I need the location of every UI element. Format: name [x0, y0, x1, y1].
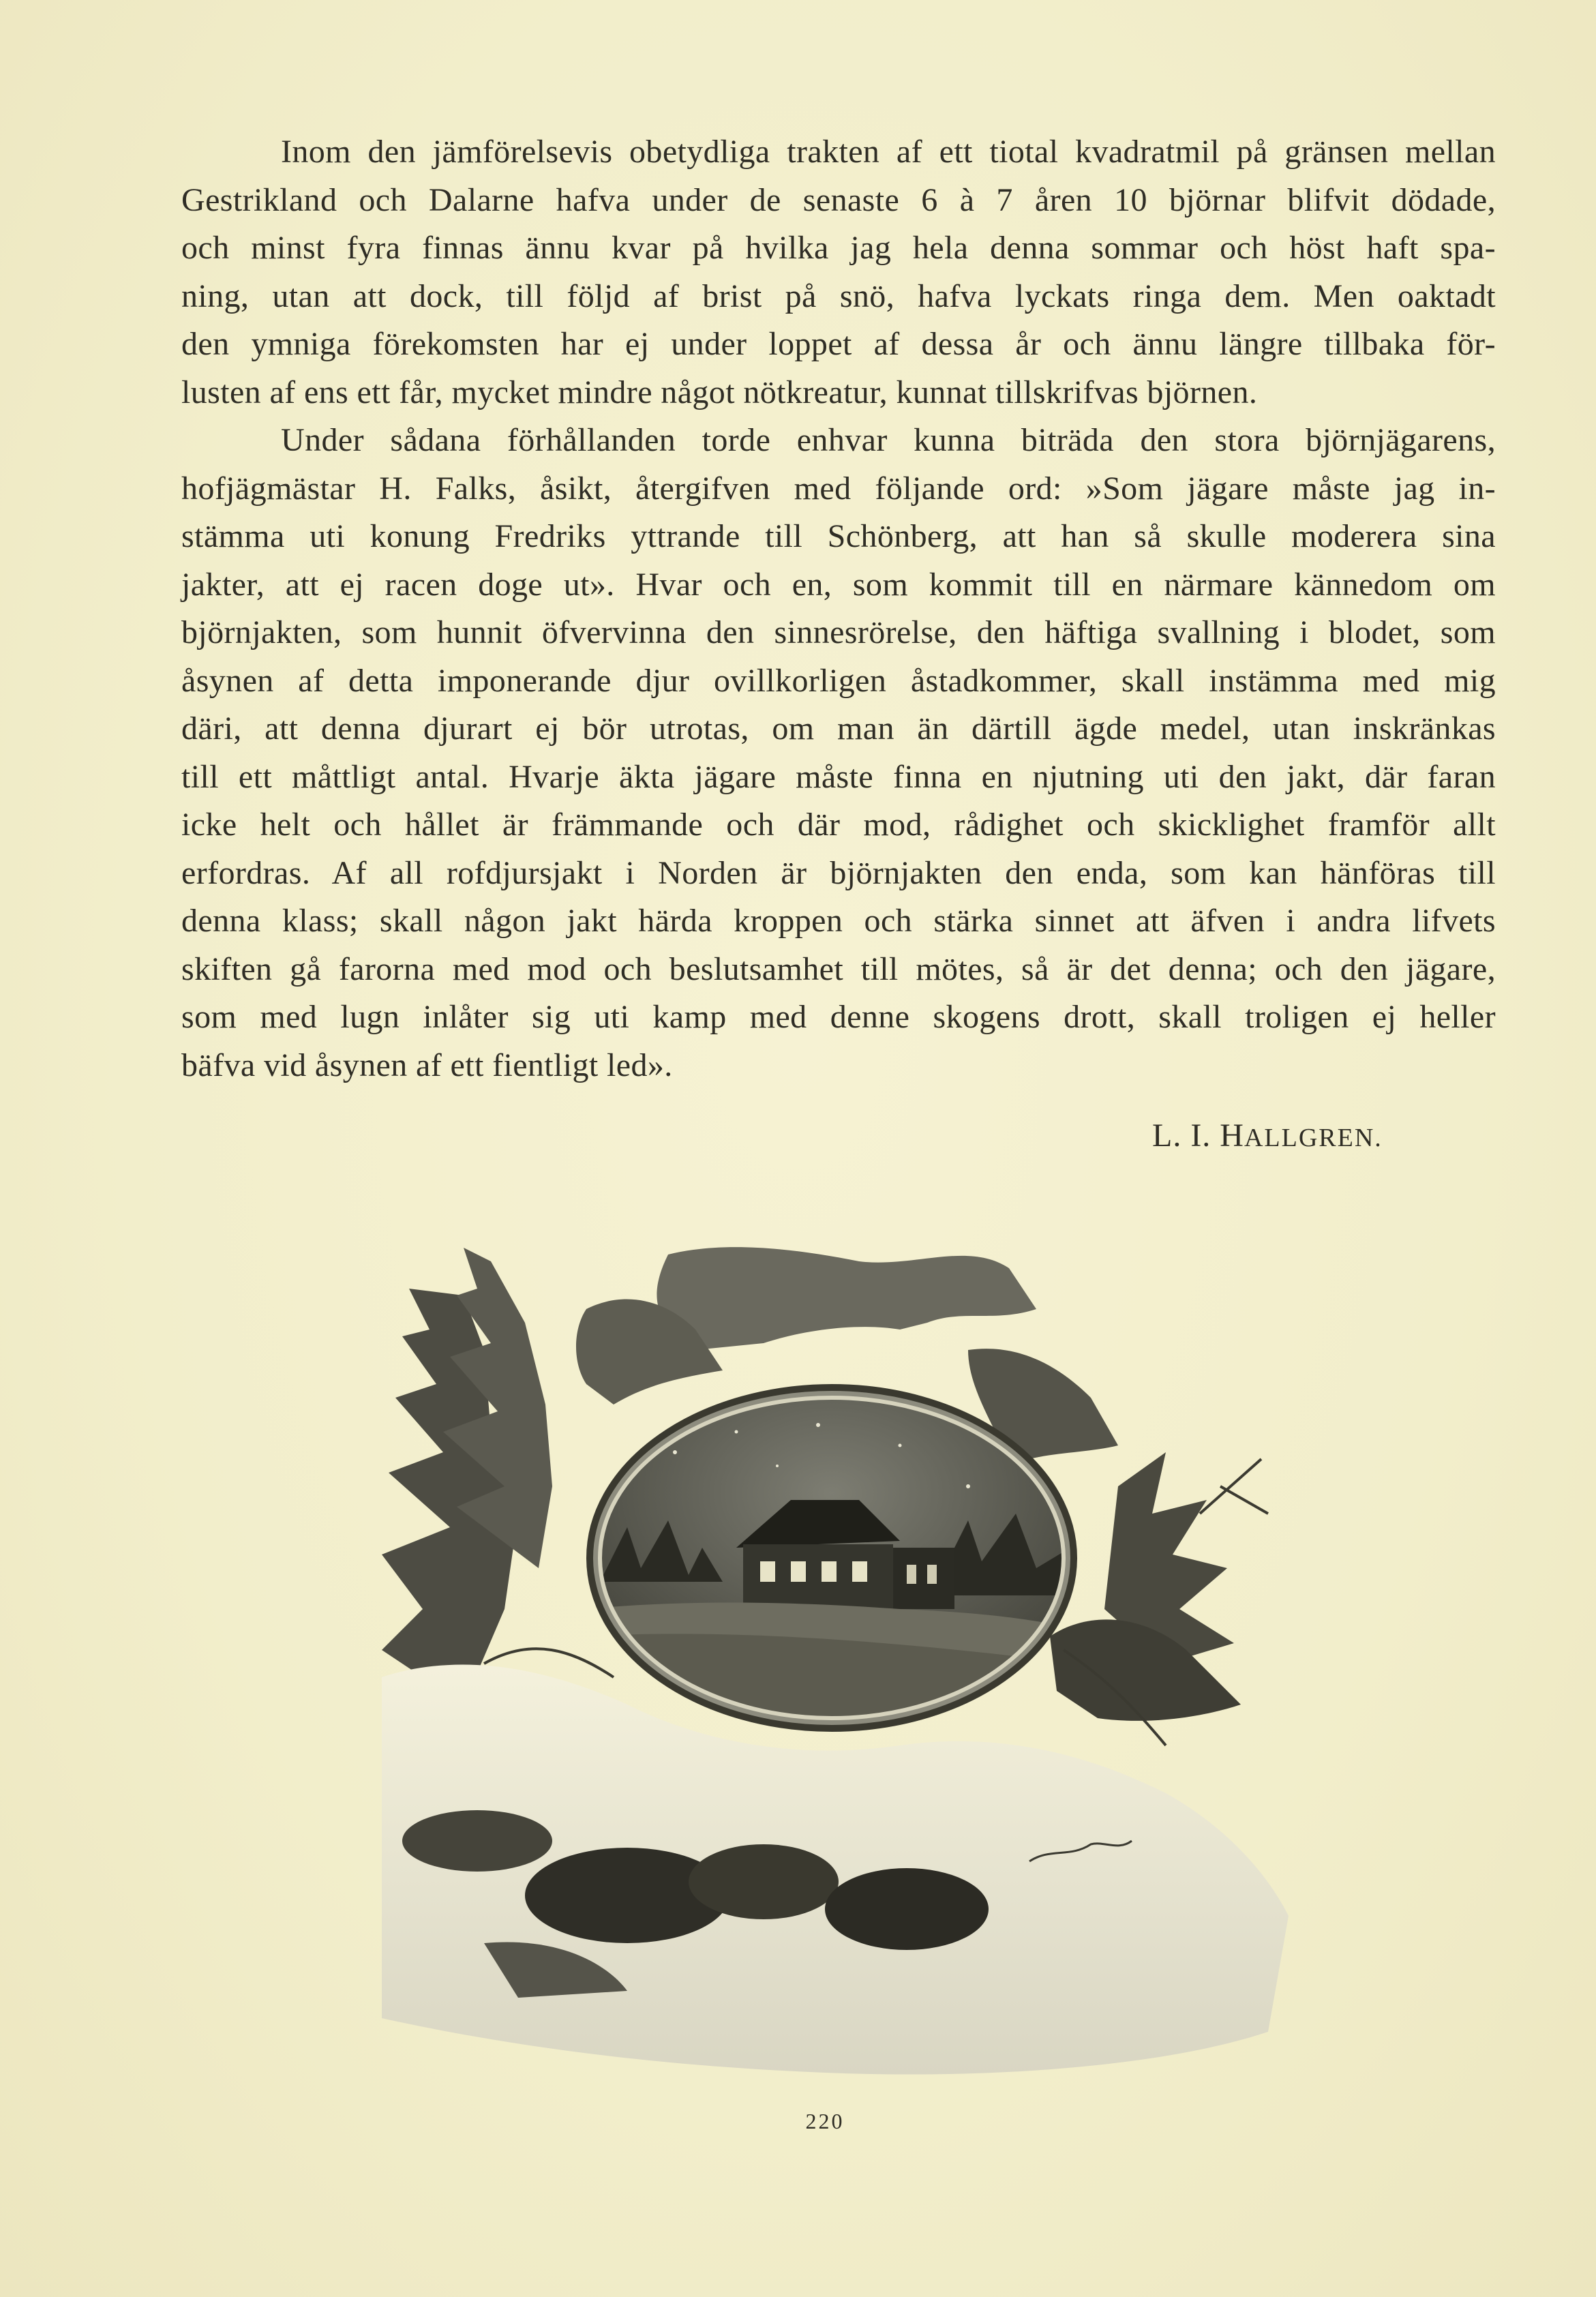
text-line: hofjägmästar H. Falks, åsikt, återgifven med följande ord: »Som jägare måste jag in- — [181, 470, 1496, 507]
text-line: till ett måttligt antal. Hvarje äkta jägare måste finna en njutning uti den jakt, där faran — [181, 758, 1496, 795]
winter-forest-illustration — [382, 1227, 1302, 2086]
text-line: Gestrikland och Dalarne hafva under de senaste 6 à 7 åren 10 björnar blifvit dödade, — [181, 181, 1496, 218]
text-line: lusten af ens ett får, mycket mindre något nötkreatur, kunnat tillskrifvas björnen. — [181, 374, 1258, 410]
text-line: icke helt och hållet är främmande och där mod, rådighet och skicklighet framför allt — [181, 807, 1496, 843]
text-line: björnjakten, som hunnit öfvervinna den sinnesrörelse, den häftiga svallning i blodet, som — [181, 614, 1496, 650]
text-line: som med lugn inlåter sig uti kamp med denne skogens drott, skall troligen ej heller — [181, 999, 1496, 1035]
text-line: Under sådana förhållanden torde enhvar kunna biträda den stora björnjägarens, — [281, 422, 1496, 458]
text-line: och minst fyra finnas ännu kvar på hvilka jag hela denna sommar och höst haft spa- — [181, 230, 1496, 266]
text-line: den ymniga förekomsten har ej under loppet af dessa år och ännu längre tillbaka för- — [181, 326, 1496, 362]
signature-surname: ALLGREN. — [1244, 1124, 1383, 1152]
text-line: erfordras. Af all rofdjursjakt i Norden är björnjakten den enda, som kan hänföras till — [181, 854, 1496, 891]
body-text — [181, 128, 1496, 1090]
text-line: bäfva vid åsynen af ett fientligt led». — [181, 1047, 673, 1083]
text-line: stämma uti konung Fredriks yttrande till Schönberg, att han så skulle moderera sina — [181, 518, 1496, 554]
text-line: jakter, att ej racen doge ut». Hvar och en, som kommit till en närmare kännedom om — [181, 566, 1496, 603]
page-number: 220 — [805, 2109, 845, 2133]
text-line: åsynen af detta imponerande djur ovillkorligen åstadkommer, skall instämma med mig — [181, 662, 1496, 699]
signature-initials: L. I. H — [1152, 1117, 1244, 1154]
text-line: Inom den jämförelsevis obetydliga trakten af ett tiotal kvadratmil på gränsen mellan — [281, 134, 1496, 170]
text-line: denna klass; skall någon jakt härda kroppen och stärka sinnet att äfven i andra lifvets — [181, 903, 1496, 939]
text-line: ning, utan att dock, till följd af brist på snö, hafva lyckats ringa dem. Men oaktadt — [181, 277, 1496, 314]
text-line: skiften gå farorna med mod och beslutsamhet till mötes, så är det denna; och den jägare, — [181, 950, 1496, 987]
author-signature — [1152, 1117, 1383, 1154]
text-line: däri, att denna djurart ej bör utrotas, om man än därtill ägde medel, utan inskränkas — [181, 710, 1496, 747]
